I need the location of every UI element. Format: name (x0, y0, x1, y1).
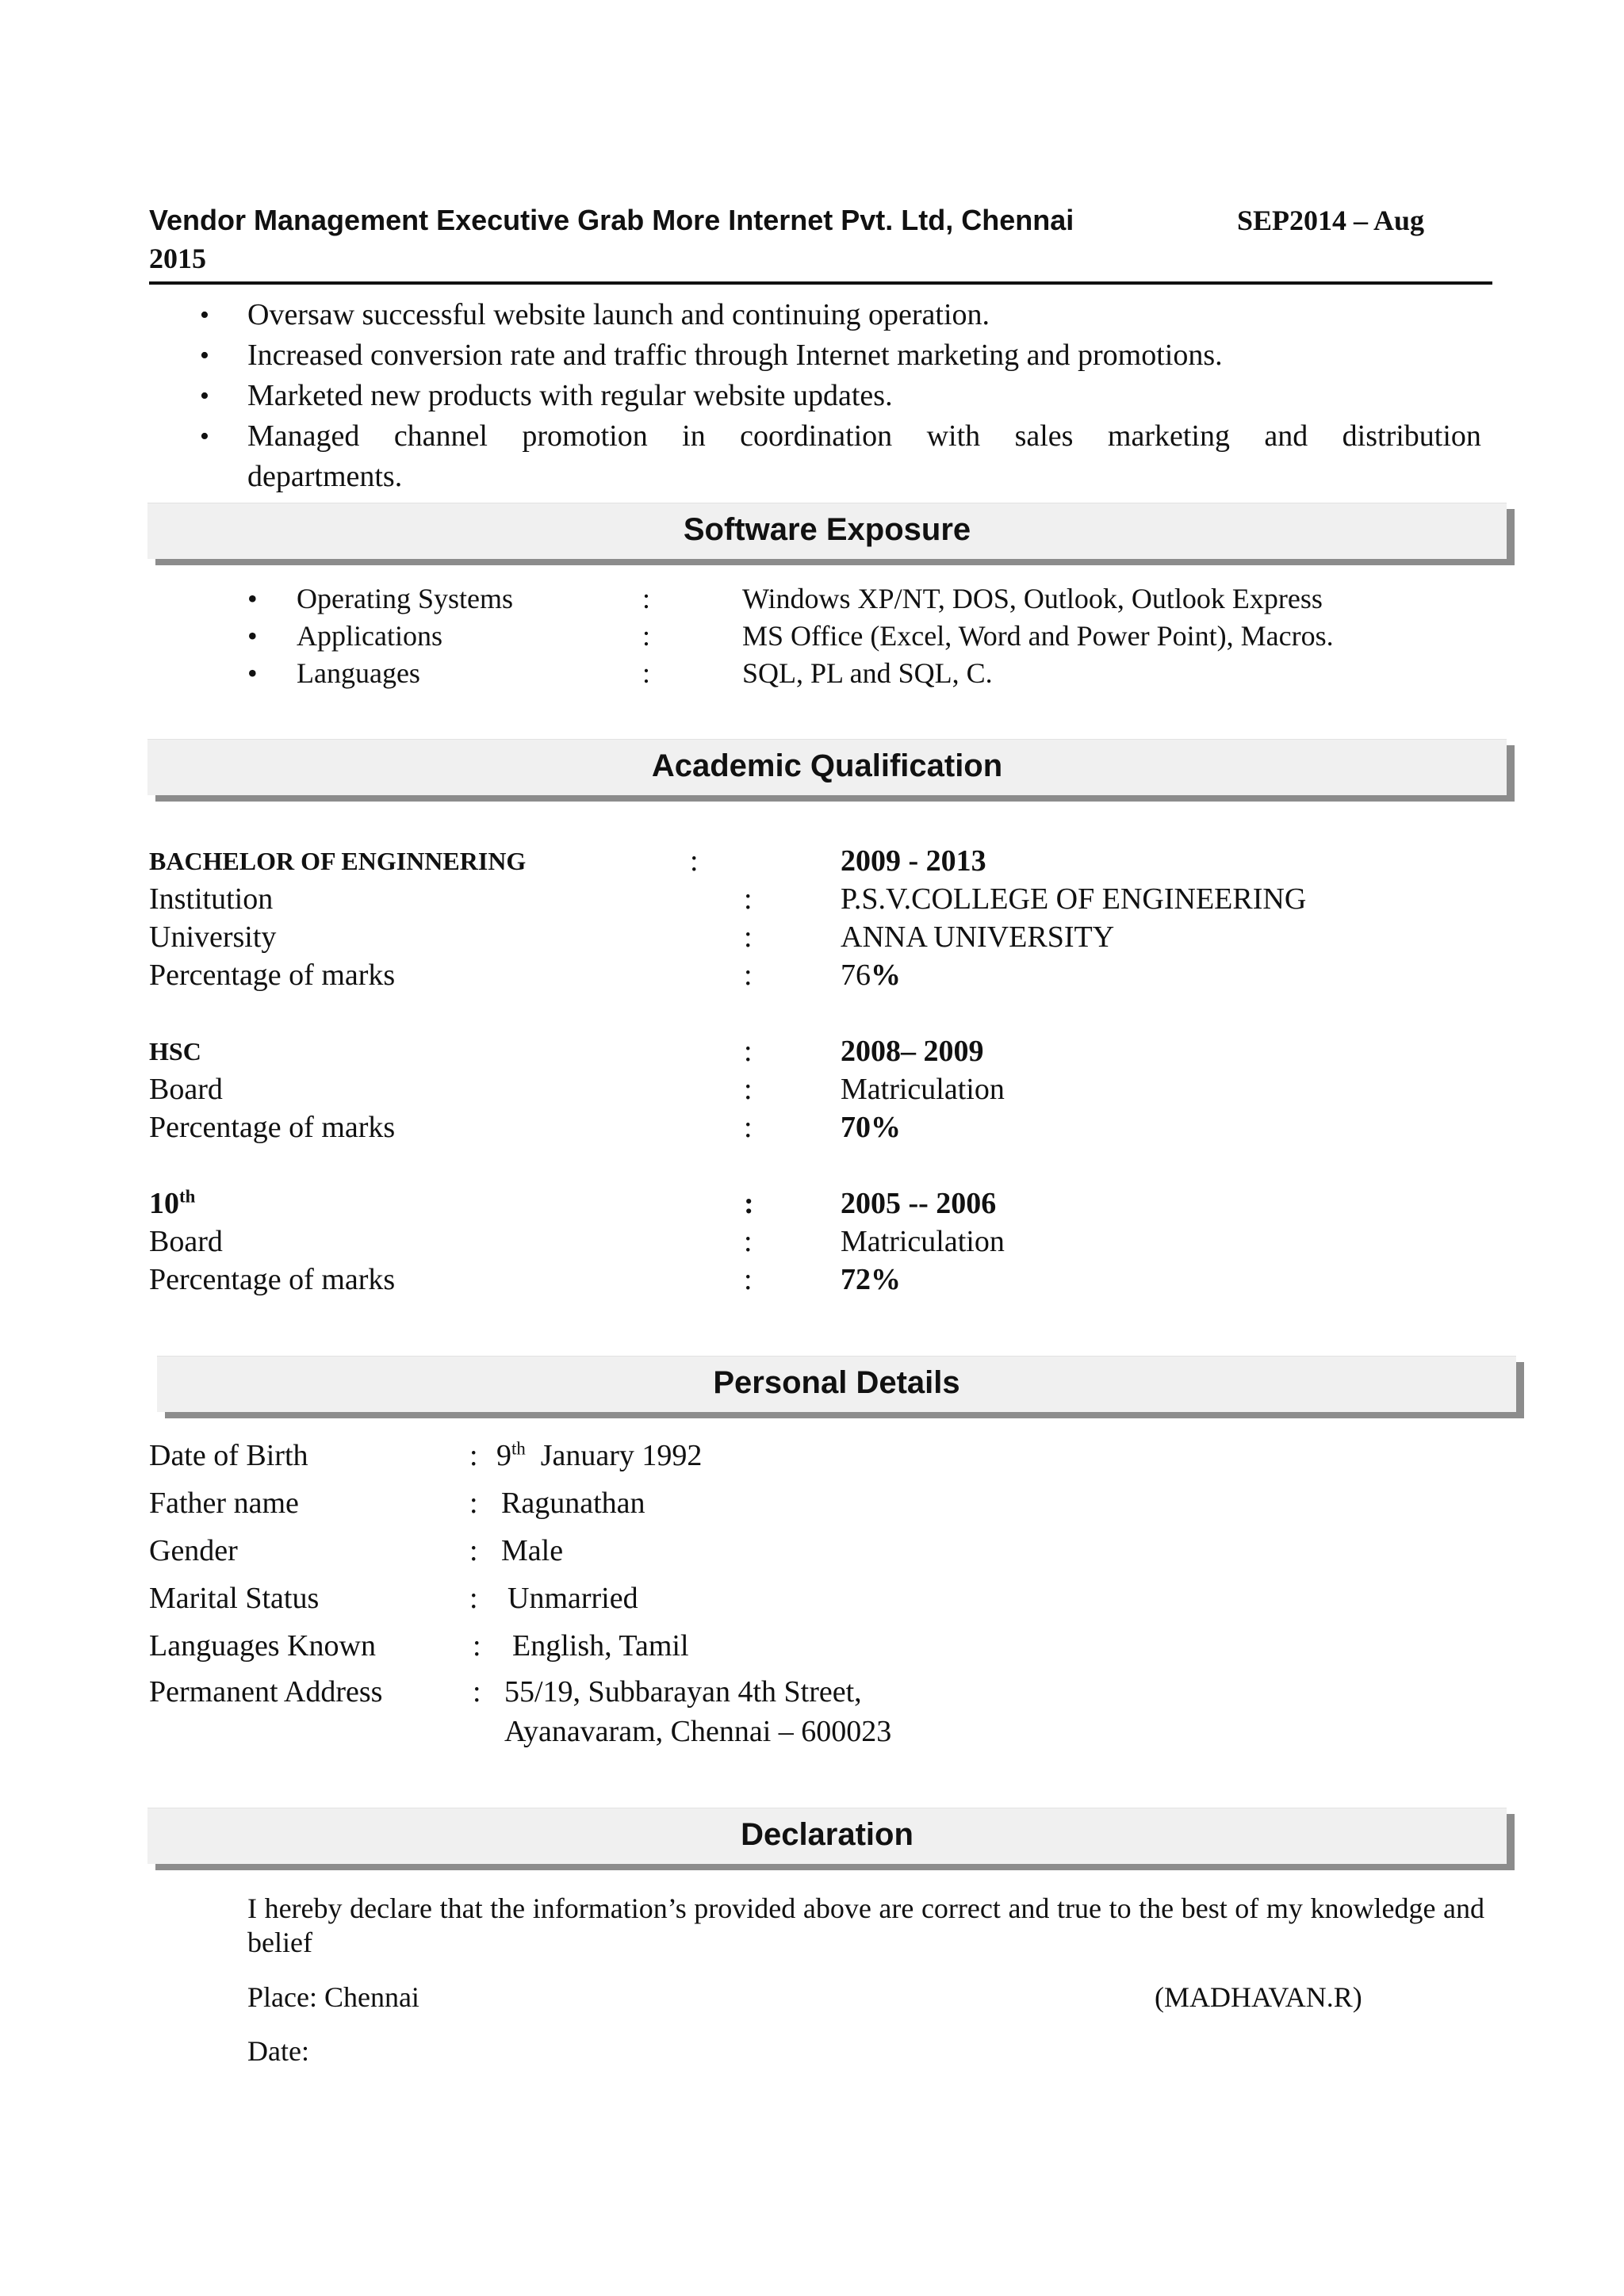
degree-heading: HSC (149, 1037, 201, 1066)
marks-number: 76 (841, 959, 871, 992)
bullet-text: Marketed new products with regular website updates. (247, 379, 893, 412)
row-value (496, 1438, 702, 1473)
row-value: English, Tamil (512, 1629, 689, 1663)
word: in (682, 419, 706, 453)
word: channel (393, 419, 488, 453)
bullet-text: Oversaw successful website launch and continuing operation. (247, 298, 990, 331)
job-title: Vendor Management Executive Grab More Internet Pvt. Ltd, Chennai (149, 204, 1074, 236)
row-value: Male (501, 1534, 564, 1567)
word: distribution (1342, 419, 1481, 453)
row-label: Date of Birth (149, 1439, 308, 1472)
item-value: SQL, PL and SQL, C. (742, 657, 993, 689)
list-item (200, 295, 1481, 335)
dob-superscript: th (511, 1438, 526, 1459)
list-item (200, 335, 1481, 376)
separator: : (744, 1111, 753, 1144)
item-value: Windows XP/NT, DOS, Outlook, Outlook Express (742, 583, 1323, 614)
row-label: Percentage of marks (149, 959, 396, 992)
item-label: Languages (297, 657, 420, 689)
separator: : (642, 620, 651, 652)
signature-name: (MADHAVAN.R) (1155, 1981, 1362, 2013)
date-line: Date: (247, 2035, 309, 2067)
word: with (926, 419, 981, 453)
place-line: Place: Chennai (247, 1981, 419, 2013)
section-banner-academic (147, 739, 1507, 799)
word: marketing (1107, 419, 1230, 453)
row-value: Ragunathan (501, 1487, 645, 1520)
address-line-1: 55/19, Subbarayan 4th Street, (504, 1675, 862, 1709)
word: promotion (522, 419, 648, 453)
item-value: MS Office (Excel, Word and Power Point), Macros. (742, 620, 1334, 652)
job-heading (149, 201, 1497, 277)
separator: : (744, 920, 753, 954)
row-label: Percentage of marks (149, 1111, 396, 1144)
dob-month-year: January 1992 (540, 1439, 703, 1472)
separator: : (744, 1187, 754, 1220)
degree-years: 2009 - 2013 (841, 844, 986, 878)
bullet-continuation: departments. (247, 460, 403, 493)
dob-day: 9 (496, 1439, 511, 1472)
word: • Managed (247, 419, 360, 453)
separator: : (642, 583, 651, 614)
degree-years: 2008– 2009 (841, 1035, 984, 1068)
row-label: Languages Known (149, 1629, 376, 1663)
row-label: Board (149, 1225, 223, 1258)
separator: : (473, 1629, 481, 1663)
degree-years: 2005 -- 2006 (841, 1187, 997, 1220)
item-label: Operating Systems (297, 583, 513, 614)
job-bullet-list (200, 295, 1481, 497)
declaration-text: I hereby declare that the information’s provided above are correct and true to the best of my knowledge and belief (247, 1892, 1484, 1958)
word: coordination (740, 419, 893, 453)
row-label: Father name (149, 1487, 299, 1520)
separator: : (744, 1035, 753, 1068)
separator: : (744, 1225, 753, 1258)
section-title: Academic Qualification (651, 748, 1003, 783)
separator: : (469, 1582, 478, 1615)
row-value: Matriculation (841, 1225, 1005, 1258)
bullet-icon: • (247, 583, 258, 614)
address-line-2: Ayanavaram, Chennai – 600023 (504, 1715, 892, 1748)
bullet-icon: • (247, 657, 258, 689)
degree-heading: BACHELOR OF ENGINNERING (149, 847, 527, 875)
justified-line (247, 416, 1481, 457)
section-banner-declaration (147, 1808, 1507, 1868)
separator: : (469, 1534, 478, 1567)
job-dates-continued: 2015 (149, 243, 206, 274)
word: and (1264, 419, 1308, 453)
separator: : (690, 844, 699, 878)
separator: : (473, 1675, 481, 1709)
heading-number: 10 (149, 1187, 179, 1220)
row-label: Percentage of marks (149, 1263, 396, 1296)
separator: : (744, 1073, 753, 1106)
section-title: Declaration (741, 1817, 914, 1852)
bullet-text: Increased conversion rate and traffic through Internet marketing and promotions. (247, 339, 1223, 372)
row-value (841, 958, 901, 993)
section-banner-software (147, 503, 1507, 563)
word: sales (1014, 419, 1074, 453)
separator: : (744, 882, 753, 916)
list-item (200, 416, 1481, 497)
separator: : (469, 1439, 478, 1472)
header-rule (149, 281, 1492, 285)
item-label: Applications (297, 620, 442, 652)
heading-superscript: th (179, 1186, 196, 1207)
row-value: 72% (841, 1263, 901, 1296)
separator: : (744, 1263, 753, 1296)
section-title: Software Exposure (683, 512, 971, 547)
row-value: Unmarried (508, 1582, 638, 1615)
row-label: Board (149, 1073, 223, 1106)
row-label: Gender (149, 1534, 238, 1567)
row-label: Institution (149, 882, 274, 916)
list-item (200, 376, 1481, 416)
section-banner-personal (157, 1356, 1516, 1416)
row-value: Matriculation (841, 1073, 1005, 1106)
marks-percent-sign: % (871, 959, 901, 992)
row-label: Permanent Address (149, 1675, 383, 1709)
row-label: University (149, 920, 277, 954)
section-title: Personal Details (713, 1365, 960, 1400)
bullet-icon: • (247, 620, 258, 652)
row-value: P.S.V.COLLEGE OF ENGINEERING (841, 882, 1307, 916)
row-value: 70% (841, 1111, 901, 1144)
separator: : (744, 959, 753, 992)
separator: : (469, 1487, 478, 1520)
degree-heading (149, 1186, 195, 1221)
row-value: ANNA UNIVERSITY (841, 920, 1115, 954)
separator: : (642, 657, 651, 689)
row-label: Marital Status (149, 1582, 320, 1615)
job-dates: SEP2014 – Aug (1237, 205, 1425, 236)
